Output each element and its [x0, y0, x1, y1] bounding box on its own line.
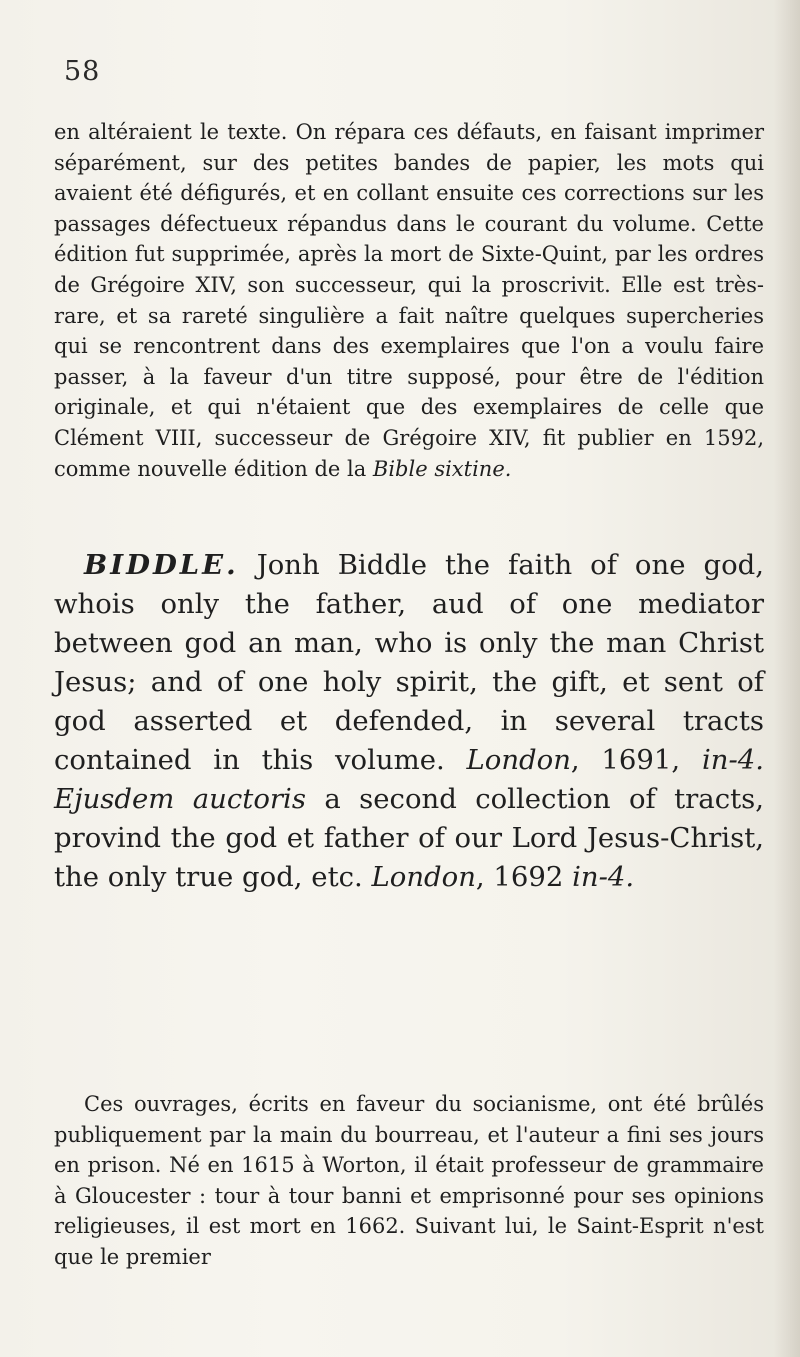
paragraph-bible-sixtine-italic: Bible sixtine.: [372, 456, 512, 481]
entry-headword: BIDDLE.: [84, 548, 239, 581]
entry-italic-1: London: [466, 743, 571, 776]
entry-italic-4: in-4.: [572, 860, 635, 893]
page-number: 58: [64, 56, 101, 87]
entry-italic-2: in-4. Ejusdem auctoris: [54, 743, 764, 815]
paragraph-bible-sixtine-text: en altéraient le texte. On répara ces défauts, en faisant imprimer séparément, sur des petites bandes de papier, les mots qui avaient été défigurés, et en collant ensuite ces corrections sur les passages défectueux répandus dans le courant du volume. Cette édition fut supprimée, après la mort de Sixte-Quint, par les ordres de Grégoire XIV, son successeur, qui la proscrivit. Elle est très-rare, et sa rareté singulière a fait naître quelques supercheries qui se rencontrent dans des exemplaires que l'on a voulu faire passer, à la faveur d'un titre supposé, pour être de l'édition originale, et qui n'étaient que des exemplaires de celle que Clément VIII, successeur de Grégoire XIV, fit publier en 1592, comme nouvelle édition de la: [54, 120, 764, 481]
entry-text-3: a second collection of tracts, provind the god et father of our Lord Jesus-Christ, the only true god, etc.: [54, 782, 764, 893]
entry-text-2: , 1691,: [570, 743, 702, 776]
entry-biddle: [54, 546, 764, 897]
entry-text-1: Jonh Biddle the faith of one god, whois only the father, aud of one mediator between god an man, who is only the man Christ Jesus; and of one holy spirit, the gift, et sent of god asserted et defended, in several tracts contained in this volume.: [54, 548, 764, 776]
entry-italic-3: London: [371, 860, 476, 893]
paragraph-biddle-biography: Ces ouvrages, écrits en faveur du socianisme, ont été brûlés publiquement par la main du bourreau, et l'auteur a fini ses jours en prison. Né en 1615 à Worton, il était professeur de grammaire à Gloucester : tour à tour banni et emprisonné pour ses opinions religieuses, il est mort en 1662. Suivant lui, le Saint-Esprit n'est que le premier: [54, 1092, 764, 1269]
paragraph-bible-sixtine: [54, 117, 764, 484]
entry-text-4: , 1692: [475, 860, 573, 893]
page-edge-shadow: [774, 0, 800, 1357]
